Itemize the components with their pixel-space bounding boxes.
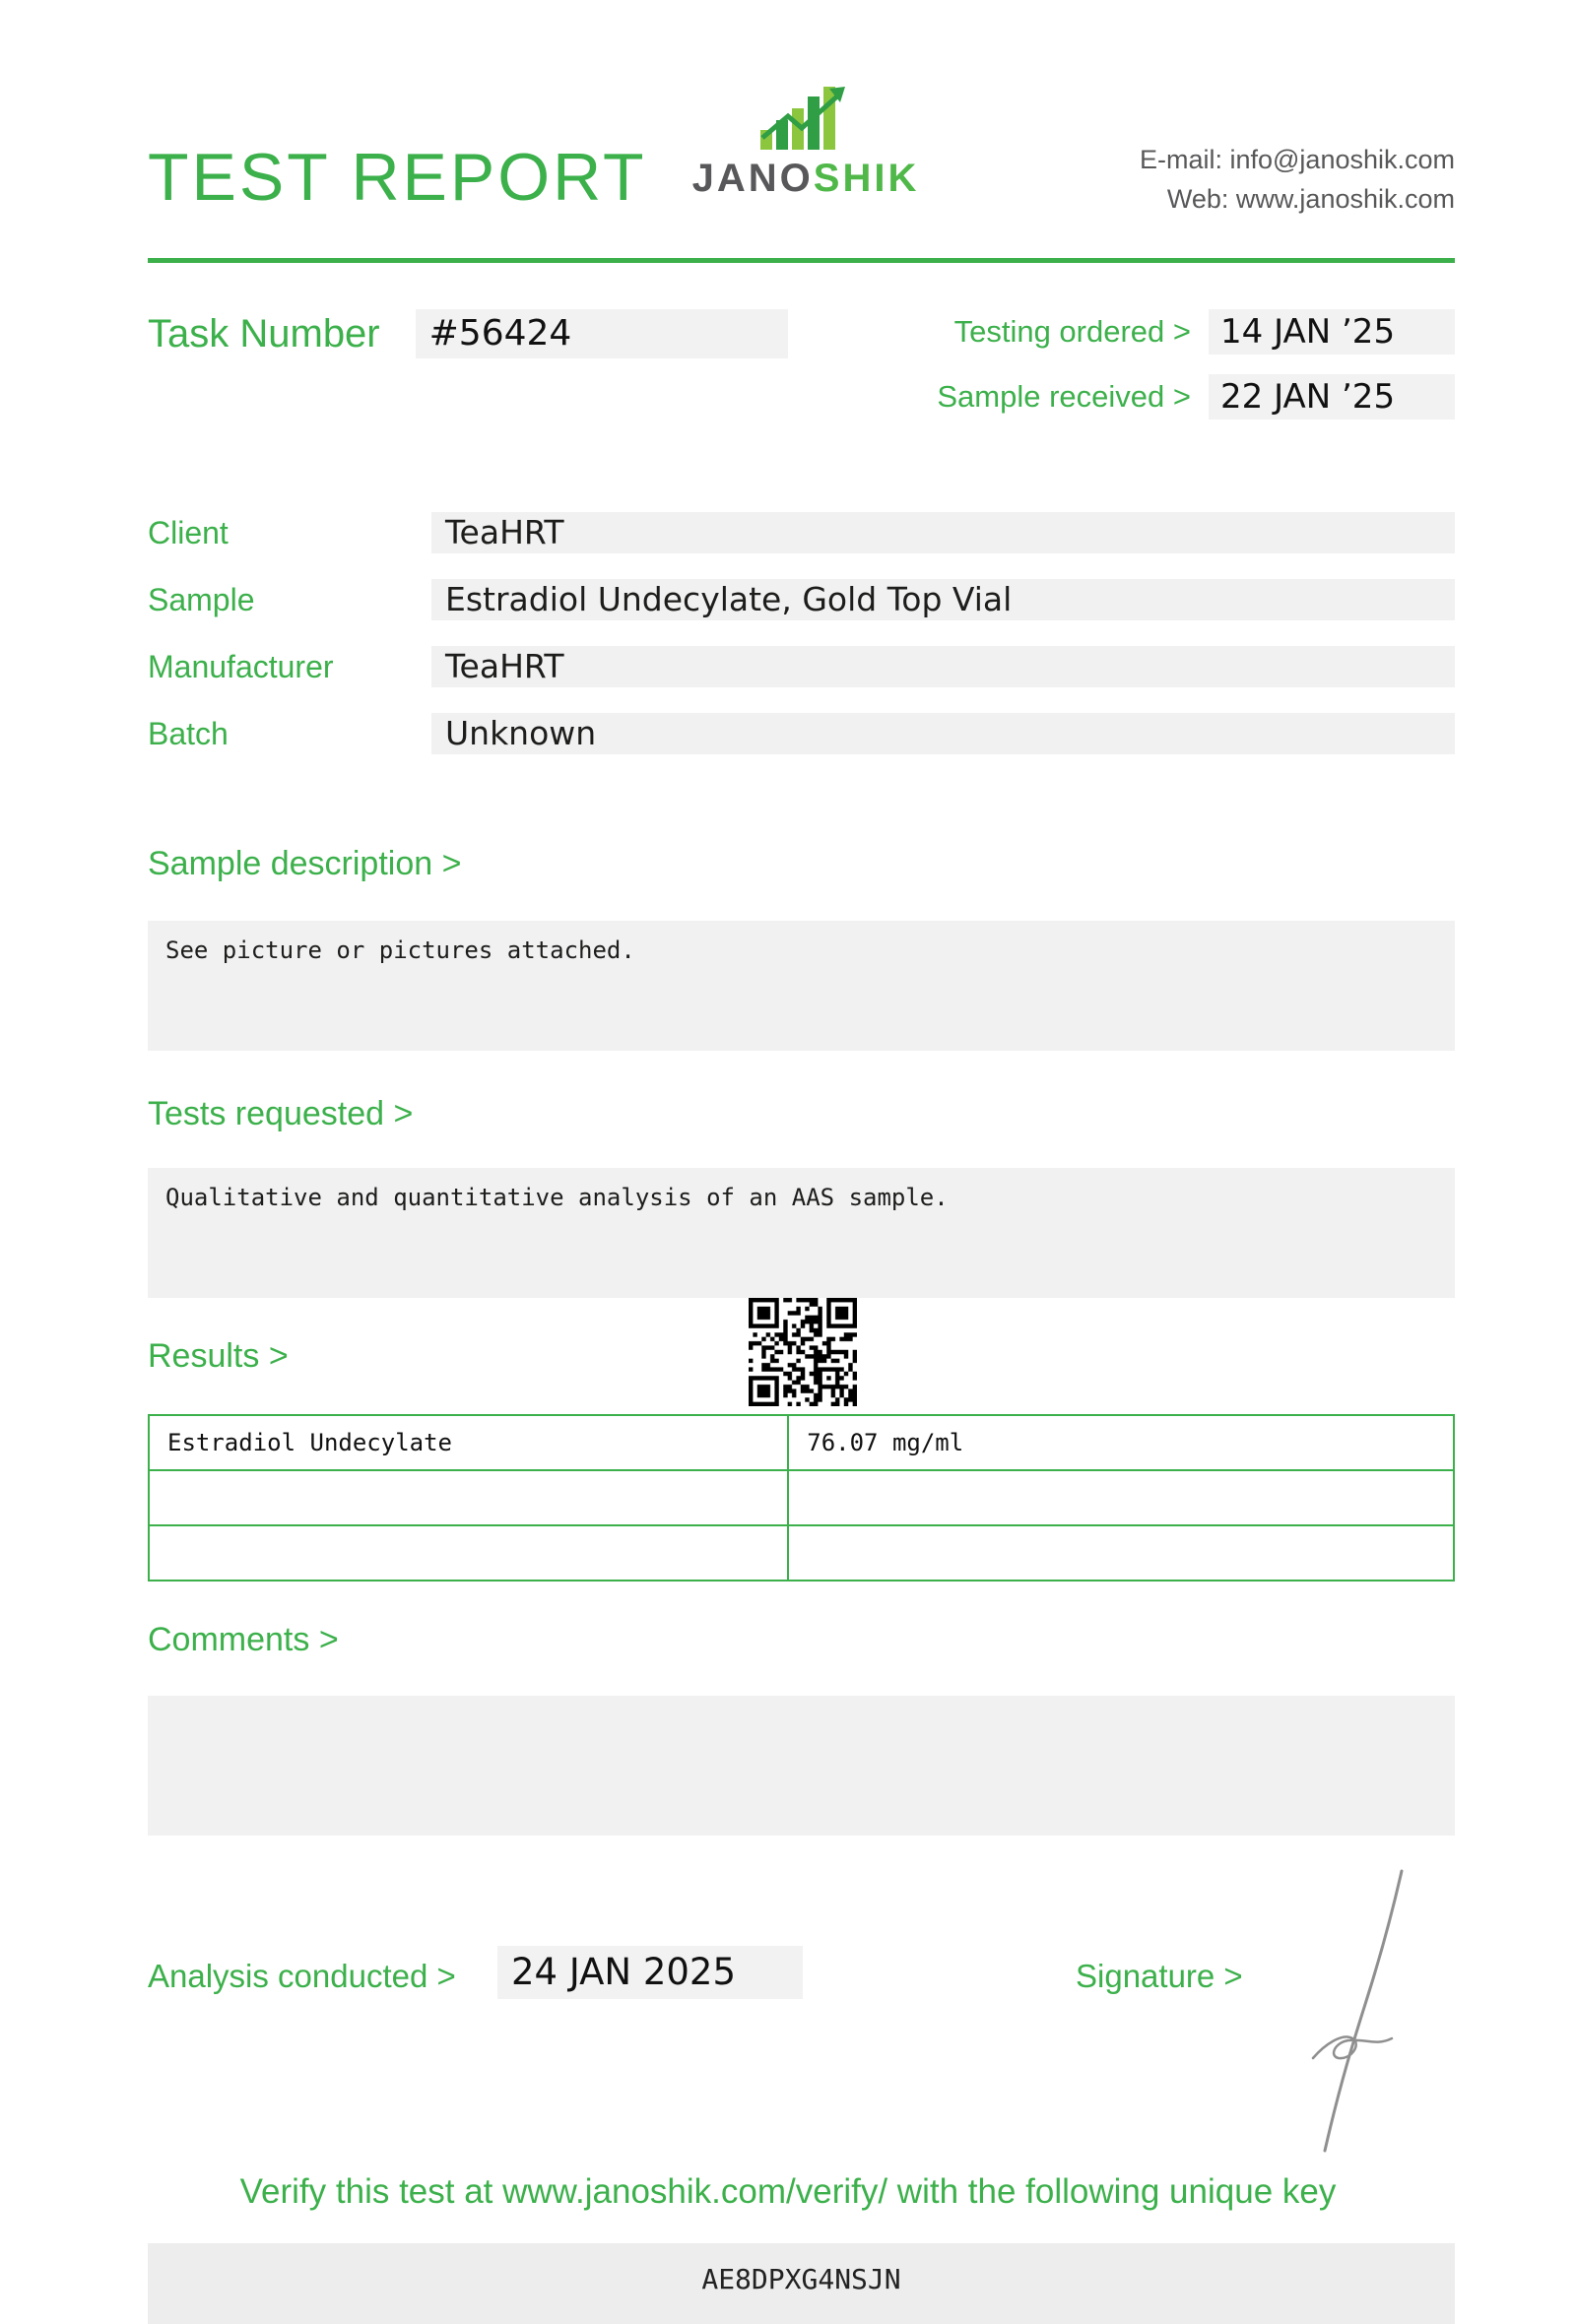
result-name (149, 1470, 788, 1525)
analysis-conducted-label: Analysis conducted > (148, 1958, 456, 1994)
manufacturer-label: Manufacturer (148, 648, 334, 684)
logo-text-shik: SHIK (813, 157, 920, 200)
task-number-row (148, 309, 788, 358)
comments-heading: Comments > (148, 1621, 339, 1658)
unique-key: AE8DPXG4NSJN (148, 2243, 1455, 2324)
task-section (148, 309, 1455, 447)
manufacturer-value: TeaHRT (431, 646, 1455, 687)
batch-label: Batch (148, 715, 229, 751)
qr-code (749, 1298, 857, 1406)
signature-image (1285, 1863, 1438, 2159)
result-name (149, 1525, 788, 1581)
result-value: 76.07 mg/ml (788, 1415, 1454, 1470)
results-table (148, 1414, 1455, 1582)
sample-label: Sample (148, 581, 255, 617)
table-row (149, 1470, 1454, 1525)
email-label: E-mail: (1139, 145, 1222, 174)
batch-row (148, 713, 1455, 754)
result-value (788, 1470, 1454, 1525)
web-value: www.janoshik.com (1235, 184, 1455, 214)
table-row (149, 1525, 1454, 1581)
logo-text-jano: JANO (691, 157, 814, 200)
web-line (1140, 179, 1455, 219)
result-name: Estradiol Undecylate (149, 1415, 788, 1470)
logo-text (678, 157, 934, 201)
order-dates (937, 309, 1455, 439)
page-title: TEST REPORT (148, 140, 647, 215)
verify-text: Verify this test at www.janoshik.com/verify/ with the following unique key (239, 2172, 1337, 2211)
client-label: Client (148, 514, 229, 550)
sample-received-label: Sample received > (937, 379, 1191, 414)
sample-row (148, 579, 1455, 620)
result-value (788, 1525, 1454, 1581)
client-row (148, 512, 1455, 553)
batch-value: Unknown (431, 713, 1455, 754)
results-heading: Results > (148, 1337, 289, 1375)
testing-ordered-row (937, 309, 1455, 355)
email-value: info@janoshik.com (1229, 145, 1455, 174)
analysis-date-value: 24 JAN 2025 (497, 1946, 803, 1999)
logo-chart-icon (760, 85, 851, 150)
signature-label: Signature > (1076, 1958, 1243, 1994)
client-info-section (148, 512, 1455, 780)
task-number-label: Task Number (148, 311, 380, 355)
tests-requested-box (148, 1168, 1455, 1298)
client-value: TeaHRT (431, 512, 1455, 553)
table-row (149, 1415, 1454, 1470)
task-number-value: #56424 (416, 309, 788, 358)
header-divider (148, 258, 1455, 263)
web-label: Web: (1166, 184, 1229, 214)
sample-description-heading: Sample description > (148, 845, 462, 882)
tests-requested-heading: Tests requested > (148, 1095, 414, 1132)
email-line (1140, 140, 1455, 179)
testing-ordered-value: 14 JAN ’25 (1209, 309, 1455, 355)
sample-received-row (937, 374, 1455, 420)
janoshik-logo (678, 85, 934, 201)
comments-box (148, 1696, 1455, 1836)
manufacturer-row (148, 646, 1455, 687)
sample-received-value: 22 JAN ’25 (1209, 374, 1455, 420)
sample-description-box (148, 921, 1455, 1051)
contact-block (1140, 140, 1455, 219)
testing-ordered-label: Testing ordered > (953, 314, 1191, 349)
sample-description-text: See picture or pictures attached. (165, 936, 635, 964)
sample-value: Estradiol Undecylate, Gold Top Vial (431, 579, 1455, 620)
tests-requested-text: Qualitative and quantitative analysis of an AAS sample. (165, 1184, 949, 1211)
